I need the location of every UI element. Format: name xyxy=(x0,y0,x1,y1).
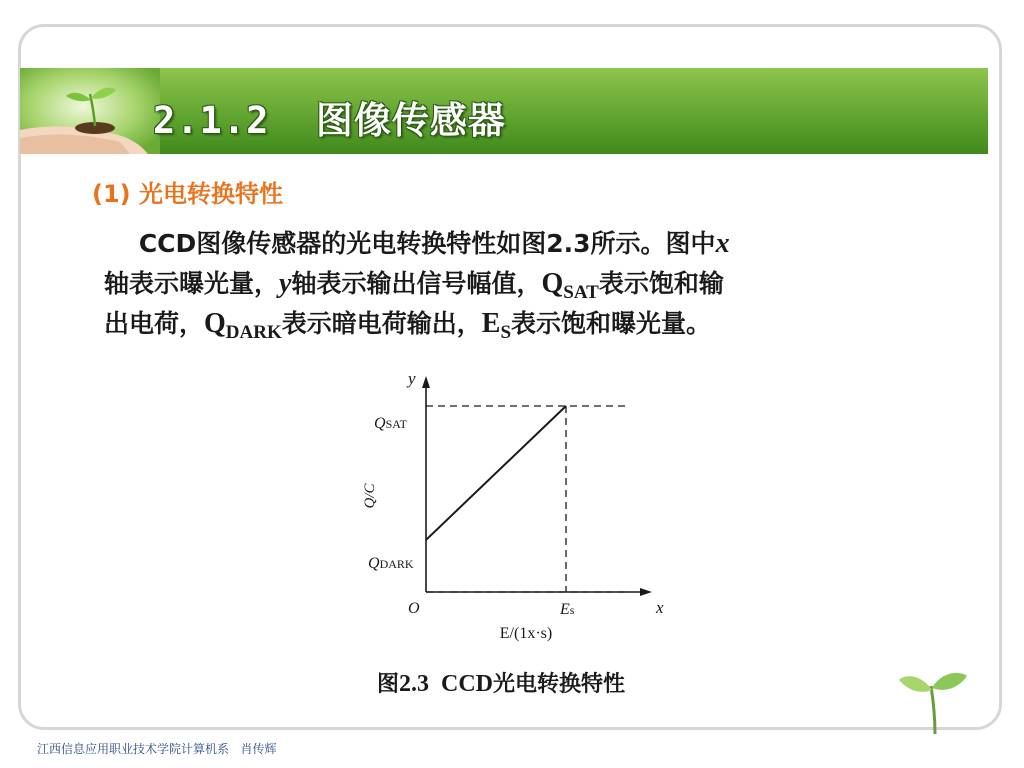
x-axis-letter: x xyxy=(656,598,664,617)
origin-label: O xyxy=(408,600,420,617)
text-segment: 表示饱和曝光量。 xyxy=(511,309,712,338)
q-sat-label-sub: SAT xyxy=(385,417,407,431)
photoelectric-characteristic-chart xyxy=(350,368,690,658)
q-dark-symbol: Q xyxy=(204,308,226,339)
paragraph-line-2 xyxy=(104,264,944,304)
es-subscript: S xyxy=(500,322,512,343)
q-sat-label xyxy=(374,415,408,432)
sprout-icon xyxy=(895,664,975,734)
q-sat-symbol: Q xyxy=(541,268,564,299)
y-axis-letter: y xyxy=(408,369,416,388)
caption-text: 光电转换特性 xyxy=(493,672,626,697)
x-symbol: x xyxy=(715,228,730,259)
conversion-curve xyxy=(426,406,566,540)
paragraph-line-3 xyxy=(104,304,944,344)
text-segment: CCD图像传感器的光电转换特性如图2.3所示。图中 xyxy=(104,229,716,258)
slide-title: 2.1.2 图像传感器 xyxy=(153,99,506,142)
text-segment: 出电荷， xyxy=(104,309,205,338)
text-segment: 表示暗电荷输出， xyxy=(281,309,482,338)
es-label-sub: s xyxy=(569,603,575,617)
figure-caption xyxy=(377,667,625,698)
q-dark-label xyxy=(368,555,414,572)
es-label-main: E xyxy=(560,601,570,618)
es-label xyxy=(559,601,575,618)
q-dark-label-main: Q xyxy=(368,555,380,572)
footer-text: 江西信息应用职业技术学院计算机系 肖传辉 xyxy=(37,742,277,756)
hands-seedling-photo xyxy=(20,68,160,154)
x-axis-arrow xyxy=(640,588,652,596)
caption-prefix: 图 xyxy=(377,672,400,697)
text-segment: 表示饱和输 xyxy=(598,269,724,298)
text-segment: 轴表示曝光量， xyxy=(104,269,280,298)
caption-number: 2.3 CCD xyxy=(399,671,494,697)
y-axis-title: Q/C xyxy=(362,483,378,509)
q-sat-subscript: SAT xyxy=(563,282,599,303)
paragraph-line-1 xyxy=(104,224,944,260)
q-dark-label-sub: DARK xyxy=(379,557,414,571)
y-symbol: y xyxy=(279,268,292,299)
q-dark-subscript: DARK xyxy=(225,322,282,343)
text-segment: 轴表示输出信号幅值， xyxy=(291,269,542,298)
y-axis-arrow xyxy=(422,376,430,388)
es-symbol: E xyxy=(481,308,501,339)
x-axis-title: E/(1x·s) xyxy=(499,625,553,642)
section-heading: (1) 光电转换特性 xyxy=(92,180,283,208)
q-sat-label-main: Q xyxy=(374,415,386,432)
